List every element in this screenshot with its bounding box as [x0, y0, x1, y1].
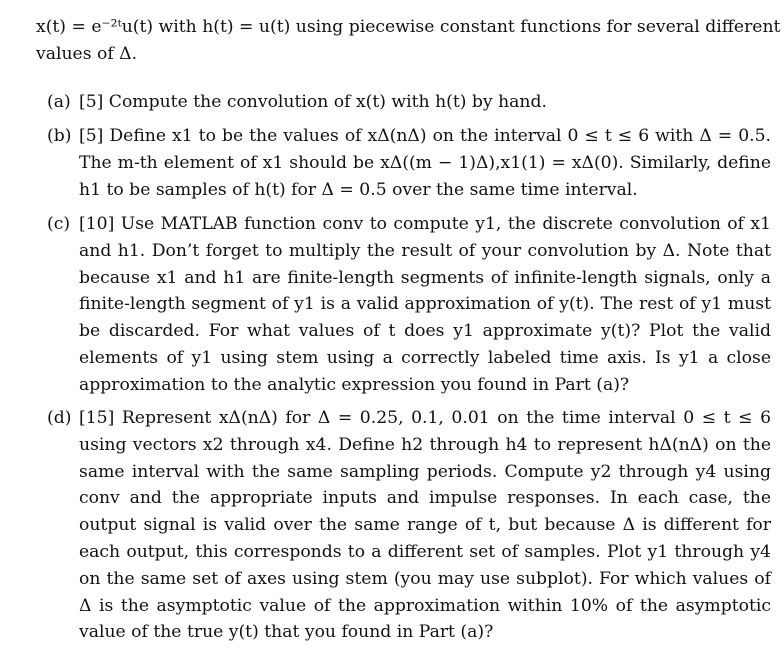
intro-line-1: x(t) = e⁻²ᵗu(t) with h(t) = u(t) using piecewise constant functions for several different: [36, 17, 781, 37]
item-d-text: [15] Represent xΔ(nΔ) for Δ = 0.25, 0.1, 0.01 on the time interval 0 ≤ t ≤ 6 using vectors x2 through x4. Define h2 through h4 to represent hΔ(nΔ) on the same interval with the same sampling periods. Compute y2 through y4 using conv and the appropriate inputs and impulse responses. In each case, the output signal is valid over the same range of t, but because Δ is different for each output, this corresponds to a different set of samples. Plot y1 through y4 on the same set of axes using stem (you may use subplot). For which values of Δ is the asymptotic value of the approximation within 10% of the asymptotic value of the true y(t) that you found in Part (a)?: [79, 408, 771, 643]
item-a-text: [5] Compute the convolution of x(t) with h(t) by hand.: [79, 92, 547, 112]
item-a-label: (a): [47, 92, 71, 112]
item-b-label: (b): [47, 126, 72, 146]
item-c-label: (c): [47, 214, 71, 234]
intro-line-2: values of Δ.: [36, 44, 138, 64]
item-c-text: [10] Use MATLAB function conv to compute y1, the discrete convolution of x1 and h1. Don’t forget to multiply the result of your convolution by Δ. Note that because x1 and h1 are finite-length segments of infinite-length signals, only a finite-length segment of y1 is a valid approximation of y(t). The rest of y1 must be discarded. For what values of t does y1 approximate y(t)? Plot the valid elements of y1 using stem using a correctly labeled time axis. Is y1 a close approximation to the analytic expression you found in Part (a)?: [79, 214, 771, 395]
item-d-label: (d): [47, 408, 72, 428]
item-b-text: [5] Define x1 to be the values of xΔ(nΔ) on the interval 0 ≤ t ≤ 6 with Δ = 0.5. The m-th element of x1 should be xΔ((m − 1)Δ),x1(1) = xΔ(0). Similarly, define h1 to be samples of h(t) for Δ = 0.5 over the same time interval.: [79, 126, 771, 200]
